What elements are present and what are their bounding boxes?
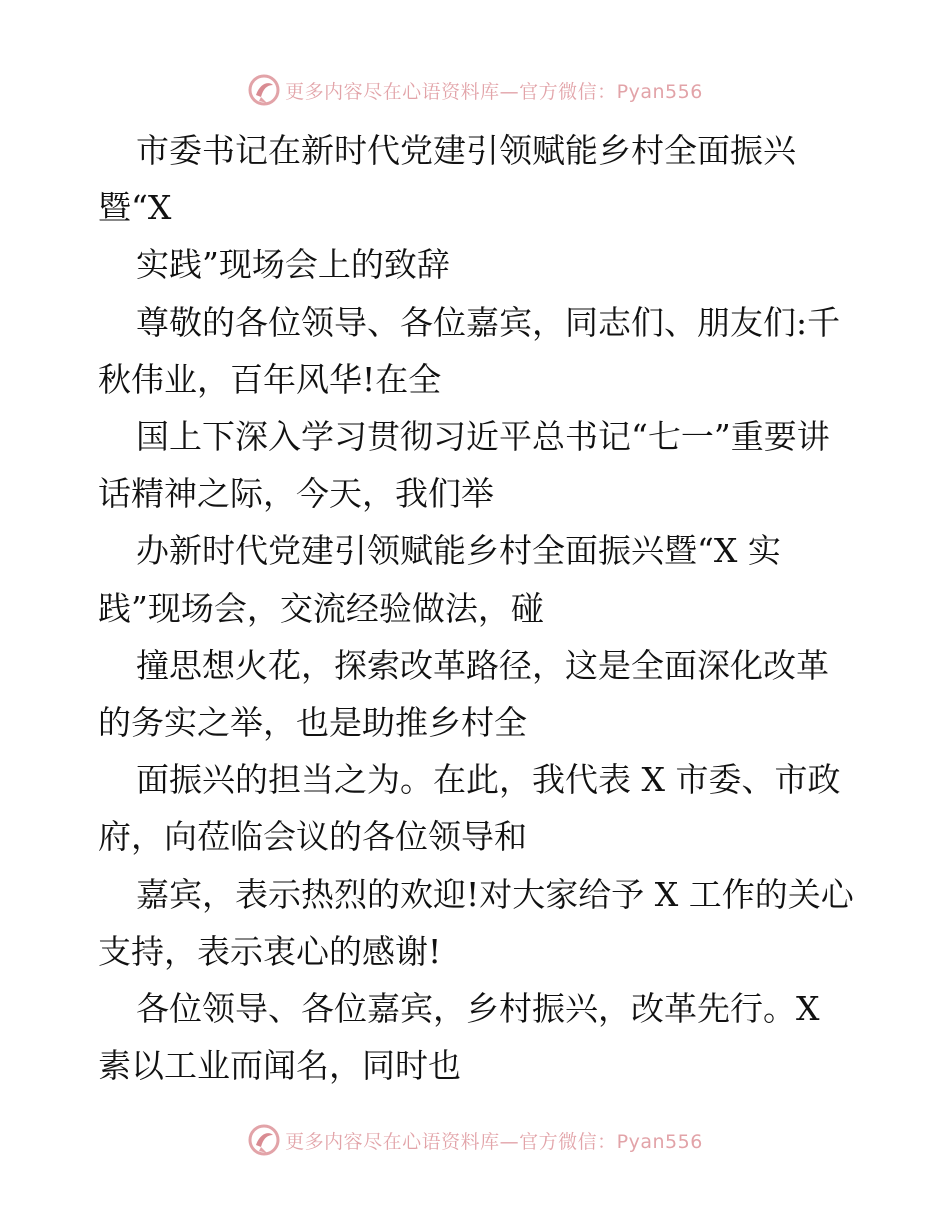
paragraph-line: 面振兴的担当之为。在此，我代表 X 市委、市政府，向莅临会议的各位领导和 <box>98 760 841 857</box>
ribbon-logo-icon <box>247 1123 281 1157</box>
paragraph-line: 各位领导、各位嘉宾，乡村振兴，改革先行。X 素以工业而闻名，同时也 <box>98 989 820 1086</box>
paragraph-line: 尊敬的各位领导、各位嘉宾，同志们、朋友们:千秋伟业，百年风华!在全 <box>98 302 841 399</box>
paragraph-line: 市委书记在新时代党建引领赋能乡村全面振兴暨“X <box>98 131 796 228</box>
paragraph-line: 国上下深入学习贯彻习近平总书记“七一”重要讲话精神之际，今天，我们举 <box>98 417 830 514</box>
watermark-text: 更多内容尽在心语资料库—官方微信：Pyan556 <box>285 80 703 103</box>
paragraph-line: 撞思想火花，探索改革路径，这是全面深化改革的务实之举，也是助推乡村全 <box>98 645 829 743</box>
watermark-text: 更多内容尽在心语资料库—官方微信：Pyan556 <box>285 1130 703 1153</box>
paragraph-line: 嘉宾，表示热烈的欢迎!对大家给予 X 工作的关心支持，表示衷心的感谢! <box>98 874 854 971</box>
paragraph-line: 办新时代党建引领赋能乡村全面振兴暨“X 实践”现场会，交流经验做法，碰 <box>98 531 781 628</box>
document-body <box>98 122 858 1094</box>
paragraph-line: 实践”现场会上的致辞 <box>136 245 450 285</box>
footer-watermark <box>0 1120 950 1160</box>
header-watermark <box>0 70 950 110</box>
ribbon-logo-icon <box>247 73 281 107</box>
